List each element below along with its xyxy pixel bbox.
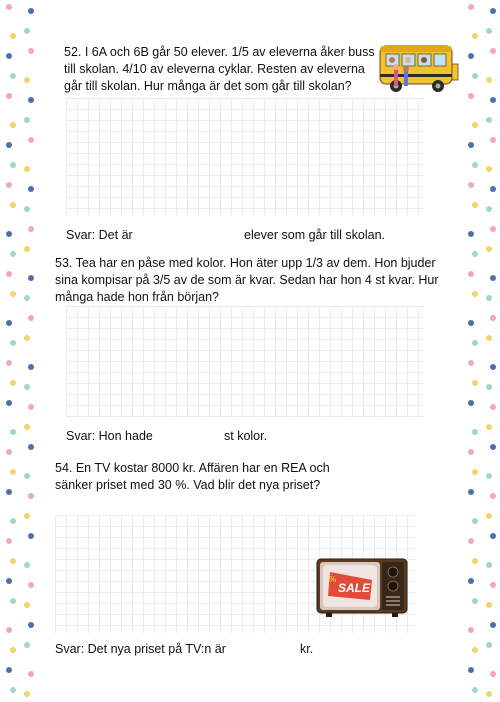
- decorative-dot: [6, 320, 12, 326]
- q53-answer-prefix: Svar: Hon hade: [66, 429, 153, 443]
- decorative-dot: [24, 424, 30, 430]
- decorative-dot: [490, 364, 496, 370]
- decorative-dot: [24, 602, 30, 608]
- decorative-dot: [28, 444, 34, 450]
- decorative-dot: [24, 295, 30, 301]
- decorative-dot: [6, 93, 12, 99]
- decorative-dot: [486, 335, 492, 341]
- decorative-dot: [24, 473, 30, 479]
- decorative-dot: [486, 77, 492, 83]
- decorative-dot: [24, 513, 30, 519]
- decorative-dot: [472, 202, 478, 208]
- decorative-dot: [472, 429, 478, 435]
- decorative-dot: [486, 473, 492, 479]
- q53-answer-suffix: st kolor.: [224, 429, 268, 443]
- decorative-dot: [28, 275, 34, 281]
- decorative-dot: [490, 404, 496, 410]
- tv-sale-text: SALE: [338, 581, 371, 595]
- decorative-dot: [490, 582, 496, 588]
- decorative-dot: [10, 598, 16, 604]
- decorative-dot: [28, 582, 34, 588]
- q53-work-grid[interactable]: [66, 306, 424, 418]
- decorative-dot: [468, 271, 474, 277]
- decorative-dot: [28, 671, 34, 677]
- decorative-dot: [6, 489, 12, 495]
- decorative-dot: [490, 622, 496, 628]
- decorative-dot: [24, 691, 30, 697]
- decorative-dot: [10, 647, 16, 653]
- decorative-dot: [6, 578, 12, 584]
- decorative-dot: [6, 360, 12, 366]
- decorative-dot: [468, 320, 474, 326]
- decorative-dot: [486, 691, 492, 697]
- decorative-dot: [468, 489, 474, 495]
- q53-line-2: sina kompisar på 3/5 av de som är kvar. Sedan har hon 4 st kvar. Hur: [55, 273, 439, 287]
- decorative-dot: [468, 449, 474, 455]
- q54-answer-prefix: Svar: Det nya priset på TV:n är: [55, 642, 226, 656]
- decorative-dot: [6, 231, 12, 237]
- decorative-dot: [10, 558, 16, 564]
- q52-line-1: 52. I 6A och 6B går 50 elever. 1/5 av eleverna åker buss: [64, 45, 375, 59]
- decorative-dot: [490, 8, 496, 14]
- q54-answer-suffix: kr.: [300, 642, 314, 656]
- decorative-dot: [468, 142, 474, 148]
- decorative-dot: [468, 231, 474, 237]
- decorative-dot: [24, 166, 30, 172]
- decorative-dot: [10, 291, 16, 297]
- decorative-dot: [486, 206, 492, 212]
- decorative-dot: [490, 493, 496, 499]
- q54-line-1: 54. En TV kostar 8000 kr. Affären har en REA och: [55, 461, 330, 475]
- decorative-dot: [490, 97, 496, 103]
- decorative-dot: [472, 291, 478, 297]
- decorative-dot: [10, 380, 16, 386]
- q53-line-3: många hade hon från början?: [55, 290, 220, 304]
- decorative-dot: [10, 340, 16, 346]
- decorative-dot: [472, 162, 478, 168]
- decorative-dot: [468, 538, 474, 544]
- q54-line-2: sänker priset med 30 %. Vad blir det nya priset?: [55, 478, 321, 492]
- decorative-dot: [468, 53, 474, 59]
- decorative-dot: [472, 380, 478, 386]
- decorative-dot: [490, 315, 496, 321]
- decorative-dot: [6, 53, 12, 59]
- decorative-dot: [24, 562, 30, 568]
- decorative-dot: [6, 142, 12, 148]
- decorative-dot: [468, 667, 474, 673]
- decorative-dot: [490, 137, 496, 143]
- decorative-dot: [490, 48, 496, 54]
- decorative-dot: [472, 687, 478, 693]
- decorative-dot: [472, 647, 478, 653]
- decorative-dot: [490, 226, 496, 232]
- decorative-dot: [486, 117, 492, 123]
- decorative-dot: [486, 384, 492, 390]
- decorative-dot: [472, 340, 478, 346]
- q52-line-2: till skolan. 4/10 av eleverna cyklar. Resten av eleverna: [64, 62, 365, 76]
- decorative-dot: [6, 271, 12, 277]
- decorative-dot: [10, 122, 16, 128]
- decorative-dot: [6, 4, 12, 10]
- decorative-dot: [472, 518, 478, 524]
- decorative-dot: [468, 182, 474, 188]
- decorative-dot: [472, 122, 478, 128]
- right-dot-border: [460, 0, 500, 702]
- decorative-dot: [490, 671, 496, 677]
- decorative-dot: [28, 226, 34, 232]
- decorative-dot: [28, 493, 34, 499]
- decorative-dot: [24, 77, 30, 83]
- decorative-dot: [10, 73, 16, 79]
- decorative-dot: [490, 533, 496, 539]
- decorative-dot: [468, 400, 474, 406]
- q52-work-grid[interactable]: [66, 98, 424, 216]
- q52-answer-suffix: elever som går till skolan.: [244, 228, 386, 242]
- decorative-dot: [6, 400, 12, 406]
- decorative-dot: [486, 642, 492, 648]
- decorative-dot: [486, 602, 492, 608]
- decorative-dot: [486, 295, 492, 301]
- decorative-dot: [6, 538, 12, 544]
- decorative-dot: [468, 578, 474, 584]
- decorative-dot: [468, 93, 474, 99]
- decorative-dot: [472, 598, 478, 604]
- decorative-dot: [28, 364, 34, 370]
- tv-percent-text: %: [329, 575, 337, 584]
- decorative-dot: [472, 33, 478, 39]
- decorative-dot: [28, 8, 34, 14]
- q53-line-1: 53. Tea har en påse med kolor. Hon äter upp 1/3 av dem. Hon bjuder: [55, 256, 436, 270]
- decorative-dot: [28, 48, 34, 54]
- decorative-dot: [468, 4, 474, 10]
- decorative-dot: [10, 518, 16, 524]
- decorative-dot: [10, 687, 16, 693]
- decorative-dot: [24, 246, 30, 252]
- decorative-dot: [24, 642, 30, 648]
- decorative-dot: [486, 562, 492, 568]
- decorative-dot: [472, 251, 478, 257]
- decorative-dot: [490, 444, 496, 450]
- school-bus-icon: [378, 40, 460, 96]
- decorative-dot: [486, 246, 492, 252]
- decorative-dot: [6, 627, 12, 633]
- tv-sale-icon: [316, 558, 408, 618]
- decorative-dot: [28, 186, 34, 192]
- q52-answer-prefix: Svar: Det är: [66, 228, 133, 242]
- decorative-dot: [28, 137, 34, 143]
- decorative-dot: [486, 166, 492, 172]
- decorative-dot: [10, 162, 16, 168]
- decorative-dot: [486, 424, 492, 430]
- decorative-dot: [10, 33, 16, 39]
- decorative-dot: [10, 251, 16, 257]
- decorative-dot: [490, 186, 496, 192]
- decorative-dot: [24, 206, 30, 212]
- decorative-dot: [28, 97, 34, 103]
- decorative-dot: [468, 627, 474, 633]
- decorative-dot: [24, 28, 30, 34]
- decorative-dot: [472, 73, 478, 79]
- decorative-dot: [472, 469, 478, 475]
- decorative-dot: [24, 117, 30, 123]
- decorative-dot: [6, 667, 12, 673]
- decorative-dot: [10, 429, 16, 435]
- left-dot-border: [0, 0, 40, 702]
- decorative-dot: [10, 202, 16, 208]
- decorative-dot: [468, 360, 474, 366]
- decorative-dot: [28, 315, 34, 321]
- decorative-dot: [28, 533, 34, 539]
- decorative-dot: [6, 449, 12, 455]
- q52-line-3: går till skolan. Hur många är det som går till skolan?: [64, 79, 352, 93]
- decorative-dot: [486, 28, 492, 34]
- decorative-dot: [24, 335, 30, 341]
- decorative-dot: [24, 384, 30, 390]
- decorative-dot: [10, 469, 16, 475]
- decorative-dot: [28, 404, 34, 410]
- decorative-dot: [472, 558, 478, 564]
- decorative-dot: [486, 513, 492, 519]
- decorative-dot: [490, 275, 496, 281]
- decorative-dot: [28, 622, 34, 628]
- decorative-dot: [6, 182, 12, 188]
